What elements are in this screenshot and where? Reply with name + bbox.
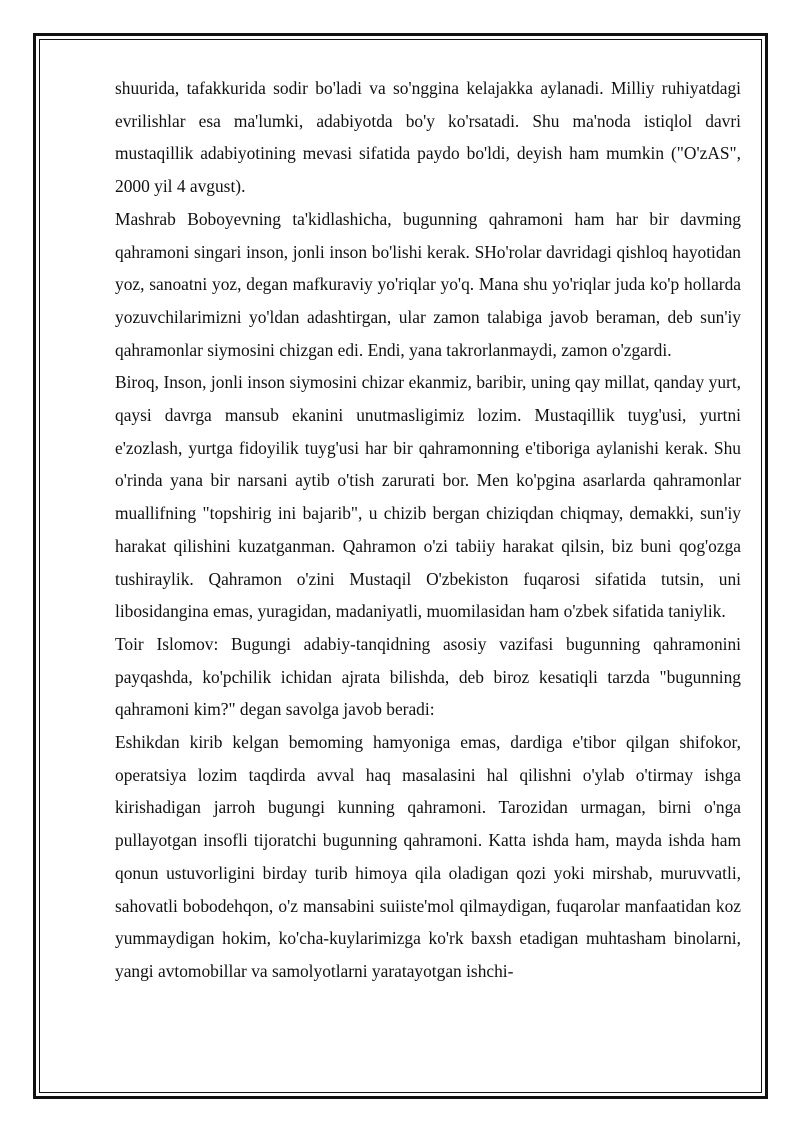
paragraph-5: Eshikdan kirib kelgan bemoming hamyoniga emas, dardiga e'tibor qilgan shifokor, operatsiya lozim taqdirda avval haq masalasini hal qilishni o'ylab o'tirmay ishga kirishadigan jarroh bugungi kunning qahramoni. Tarozidan urmagan, birni o'nga pullayotgan insofli tijoratchi bugunning qahramoni. Katta ishda ham, mayda ishda ham qonun ustuvorligini birday turib himoya qila oladigan qozi yoki mirshab, muruvvatli, sahovatli bobodehqon, o'z mansabini suiiste'mol qilmaydigan, fuqarolar manfaatidan koz yummaydigan hokim, ko'cha-kuylarimizga ko'rk baxsh etadigan muhtasham binolarni, yangi avtomobillar va samolyotlarni yaratayotgan ishchi-: [115, 732, 741, 981]
paragraph-4: Toir Islomov: Bugungi adabiy-tanqidning asosiy vazifasi bugunning qahramonini payqashda, ko'pchilik ichidan ajrata bilishda, deb biroz kesatiqli tarzda "bugunning qahramoni kim?" degan savolga javob beradi:: [115, 633, 741, 720]
paragraph-2: Mashrab Boboyevning ta'kidlashicha, bugunning qahramoni ham har bir davming qahramoni singari inson, jonli inson bo'lishi kerak. SHo'rolar davridagi qishloq hayotidan yoz, sanoatni yoz, degan mafkuraviy yo'riqlar yo'q. Mana shu yo'riqlar juda ko'p hollarda yozuvchilarimizni yo'ldan adashtirgan, ular zamon talabiga javob beraman, deb sun'iy qahramonlar siymosini chizgan edi. Endi, yana takrorlanmaydi, zamon o'zgardi.: [115, 208, 741, 360]
paragraph-3: Biroq, Inson, jonli inson siymosini chizar ekanmiz, baribir, uning qay millat, qanday yurt, qaysi davrga mansub ekanini unutmasligimiz lozim. Mustaqillik tuyg'usi, yurtni e'zozlash, yurtga fidoyilik tuyg'usi har bir qahramonning e'tiboriga aylanishi kerak. Shu o'rinda yana bir narsani aytib o'tish zarurati bor. Men ko'pgina asarlarda qahramonlar muallifning "topshirig ini bajarib", u chizib bergan chiziqdan chiqmay, demakki, sun'iy harakat qilishini kuzatganman. Qahramon o'zi tabiiy harakat qilsin, biz buni qog'ozga tushiraylik. Qahramon o'zini Mustaqil O'zbekiston fuqarosi sifatida tutsin, uni libosidangina emas, yuragidan, madaniyatli, muomilasidan ham o'zbek sifatida taniylik.: [115, 372, 741, 622]
document-body: [115, 72, 741, 988]
paragraph-1: shuurida, tafakkurida sodir bo'ladi va so'nggina kelajakka aylanadi. Milliy ruhiyatdagi evrilishlar esa ma'lumki, adabiyotda bo'y ko'rsatadi. Shu ma'noda istiqlol davri mustaqillik adabiyotining mevasi sifatida paydo bo'ldi, deyish ham mumkin ("O'zAS", 2000 yil 4 avgust).: [115, 78, 741, 197]
